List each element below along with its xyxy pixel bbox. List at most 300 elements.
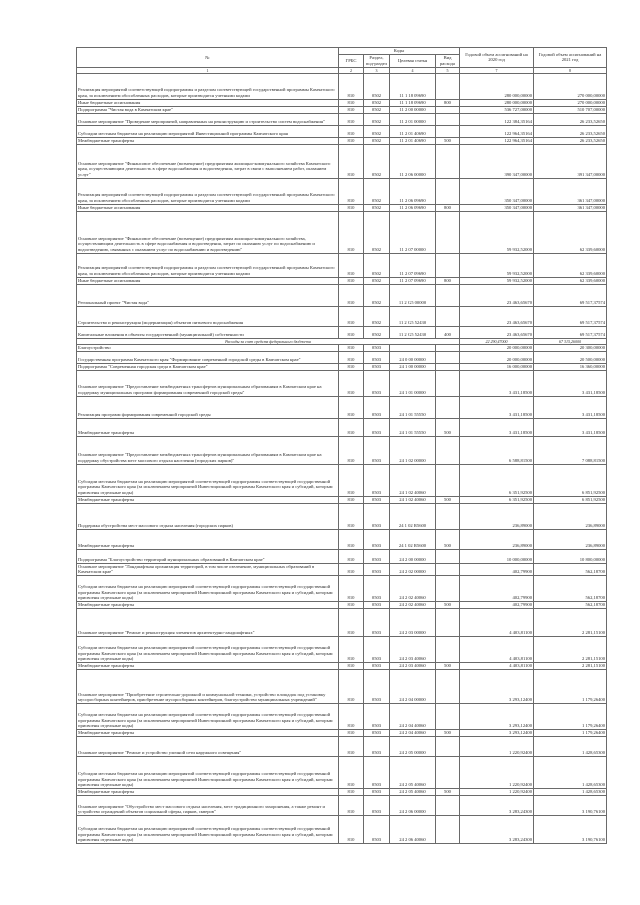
target-article-code (390, 344, 436, 351)
grbs-code: 810 (339, 396, 364, 418)
table-row (77, 788, 607, 795)
amount-2020: 4 403,81100 (460, 662, 534, 669)
amount-2021: 3 190,76100 (534, 795, 607, 815)
table-row (77, 326, 607, 338)
col-header-grbs: ГРБС (339, 54, 364, 67)
grbs-code: 810 (339, 351, 364, 363)
table-row (77, 137, 607, 144)
row-name: Субсидии местным бюджетам на реализацию мероприятий соответствующей подпрограммы соответствующей государственной программы Камчатского края (за исключением мероприятий Инвестиционной программы Камчатского края и субсидий, которым присвоены отдельные коды) (77, 636, 339, 662)
section-code: 0502 (364, 125, 390, 137)
section-code: 0502 (364, 277, 390, 284)
target-article-code: 11 2 01 40690 (390, 137, 436, 144)
amount-2020: 3 431,18500 (460, 418, 534, 436)
target-article-code: 11 2 01 40690 (390, 125, 436, 137)
expense-type-code (436, 178, 460, 204)
amount-2021: 562,18700 (534, 563, 607, 575)
row-name: Субсидии местным бюджетам на реализацию мероприятий соответствующей подпрограммы соответствующей государственной программы Камчатского края (за исключением мероприятий Инвестиционной программы Камчатского края и субсидий, которым присвоены отдельные коды) (77, 815, 339, 843)
section-code: 0503 (364, 503, 390, 529)
amount-2021: 26 233,52650 (534, 137, 607, 144)
amount-2021: 26 233,52650 (534, 125, 607, 137)
target-article-code: 24 2 02 40060 (390, 575, 436, 601)
section-code: 0502 (364, 113, 390, 125)
table-row (77, 396, 607, 418)
amount-2020: 350 347,00000 (460, 178, 534, 204)
target-article-code: 11 2 06 09690 (390, 178, 436, 204)
expense-type-code (436, 351, 460, 363)
amount-2021: 62 339,60000 (534, 253, 607, 277)
row-name: Подпрограмма "Благоустройство территорий муниципальных образований в Камчатском крае" (77, 549, 339, 563)
expense-type-code (436, 211, 460, 253)
row-name: Реализация программ формирования современной городской среды (77, 396, 339, 418)
amount-2021: 361 347,00000 (534, 204, 607, 211)
grbs-code: 810 (339, 662, 364, 669)
amount-2020: 6 351,92500 (460, 464, 534, 496)
table-row (77, 496, 607, 503)
grbs-code: 810 (339, 277, 364, 284)
target-article-code: 11 2 G5 52430 (390, 326, 436, 338)
target-article-code: 24 2 06 00000 (390, 795, 436, 815)
table-row (77, 306, 607, 326)
table-row (77, 662, 607, 669)
target-article-code: 24 1 00 00000 (390, 363, 436, 370)
amount-2020: 3 431,18500 (460, 370, 534, 396)
amount-2020: 236,89000 (460, 529, 534, 549)
target-article-code: 24 0 00 00000 (390, 351, 436, 363)
expense-type-code: 500 (436, 788, 460, 795)
grbs-code: 810 (339, 106, 364, 113)
row-name: Реализация мероприятий соответствующей подпрограммы и разделам соответствующей государственной программы Камчатского края, за исключением обособленных расходов, которые производятся учетными кодами (77, 253, 339, 277)
expense-type-code: 400 (436, 326, 460, 338)
table-row (77, 73, 607, 99)
amount-2020: 390 347,00000 (460, 144, 534, 178)
row-name: Субсидии местным бюджетам на реализацию мероприятий соответствующей подпрограммы соответствующей государственной программы Камчатского края (за исключением мероприятий Инвестиционной программы Камчатского края и субсидий, которым присвоены отдельные коды) (77, 756, 339, 788)
expense-type-code (436, 669, 460, 703)
amount-2020: 3 283,24300 (460, 795, 534, 815)
amount-2021: 20 500,00000 (534, 351, 607, 363)
amount-2020: 1 220,92400 (460, 736, 534, 756)
amount-2020: 6 588,81500 (460, 436, 534, 464)
amount-2021: 562,18700 (534, 575, 607, 601)
amount-2021: 1 428,65300 (534, 736, 607, 756)
section-code: 0502 (364, 306, 390, 326)
table-row (77, 736, 607, 756)
section-code: 0502 (364, 144, 390, 178)
col-header-vid: Вид расхода (436, 54, 460, 67)
target-article-code: 11 2 00 00000 (390, 106, 436, 113)
amount-2020: 4 403,81100 (460, 636, 534, 662)
table-row (77, 113, 607, 125)
target-article-code: 11 2 07 09690 (390, 253, 436, 277)
grbs-code: 810 (339, 636, 364, 662)
target-article-code: 11 2 01 00000 (390, 113, 436, 125)
expense-type-code: 500 (436, 729, 460, 736)
section-code: 0503 (364, 370, 390, 396)
amount-2021: 62 339,60000 (534, 277, 607, 284)
grbs-code: 810 (339, 326, 364, 338)
amount-2021: 270 000,00000 (534, 99, 607, 106)
section-code: 0503 (364, 795, 390, 815)
row-name: Основное мероприятие "Обустройство мест массового отдыха населения, мест традиционного захоронения, а также ремонт и устройство ограждений объектов социальной сферы, парков, скверов" (77, 795, 339, 815)
row-name: Субсидии местным бюджетам на реализацию мероприятий соответствующей подпрограммы соответствующей государственной программы Камчатского края (за исключением мероприятий Инвестиционной программы Камчатского края и субсидий, которым присвоены отдельные коды) (77, 464, 339, 496)
target-article-code: 24 2 02 00000 (390, 563, 436, 575)
amount-2020: 16 000,00000 (460, 363, 534, 370)
target-article-code: 24 2 02 40060 (390, 601, 436, 608)
grbs-code: 810 (339, 575, 364, 601)
amount-2021: 361 347,00000 (534, 178, 607, 204)
amount-2021: 1 428,65300 (534, 756, 607, 788)
amount-2021: 391 347,00000 (534, 144, 607, 178)
row-name: Поддержка обустройства мест массового отдыха населения (городских парков) (77, 503, 339, 529)
grbs-code: 810 (339, 756, 364, 788)
table-row (77, 211, 607, 253)
section-code: 0503 (364, 788, 390, 795)
column-index-cell: 8 (534, 67, 607, 73)
expense-type-code: 800 (436, 204, 460, 211)
table-row (77, 503, 607, 529)
col-header-2020: Годовой объем ассигнований на 2020 год (460, 48, 534, 68)
table-row (77, 363, 607, 370)
section-code: 0503 (364, 815, 390, 843)
row-name: Иные бюджетные ассигнования (77, 277, 339, 284)
expense-type-code: 500 (436, 137, 460, 144)
grbs-code: 810 (339, 795, 364, 815)
expense-type-code (436, 608, 460, 636)
table-row (77, 549, 607, 563)
column-index-cell: 3 (364, 67, 390, 73)
grbs-code: 810 (339, 503, 364, 529)
row-name: Межбюджетные трансферты (77, 601, 339, 608)
grbs-code: 810 (339, 363, 364, 370)
expense-type-code (436, 636, 460, 662)
expense-type-code (436, 396, 460, 418)
target-article-code: 24 1 02 R5600 (390, 503, 436, 529)
amount-2020: 59 932,52000 (460, 277, 534, 284)
target-article-code: 11 1 18 09690 (390, 99, 436, 106)
section-code: 0503 (364, 436, 390, 464)
table-row (77, 253, 607, 277)
budget-table (76, 47, 607, 844)
amount-2020: 23 463,65670 (460, 284, 534, 306)
grbs-code: 810 (339, 125, 364, 137)
table-row (77, 204, 607, 211)
column-index-cell: 2 (339, 67, 364, 73)
grbs-code: 810 (339, 464, 364, 496)
amount-2020: 350 347,00000 (460, 204, 534, 211)
section-code: 0503 (364, 464, 390, 496)
expense-type-code (436, 284, 460, 306)
amount-2021: 1 428,65300 (534, 788, 607, 795)
column-index-cell: 7 (460, 67, 534, 73)
expense-type-code: 800 (436, 99, 460, 106)
row-name: Межбюджетные трансферты (77, 137, 339, 144)
table-row (77, 125, 607, 137)
row-name: Подпрограмма "Чистая вода в Камчатском крае" (77, 106, 339, 113)
amount-2021: 7 088,81500 (534, 436, 607, 464)
column-index-cell: 1 (77, 67, 339, 73)
expense-type-code (436, 503, 460, 529)
target-article-code: 24 2 05 40060 (390, 788, 436, 795)
section-code: 0503 (364, 669, 390, 703)
grbs-code: 810 (339, 529, 364, 549)
section-code: 0503 (364, 662, 390, 669)
row-name: Капитальные вложения в объекты государственной (муниципальной) собственности (77, 326, 339, 338)
amount-2021: 3 431,18500 (534, 370, 607, 396)
row-name: Реализация мероприятий соответствующей подпрограммы и разделам соответствующей государственной программы Камчатского края, за исключением обособленных расходов, которые производятся учетными кодами (77, 73, 339, 99)
expense-type-code (436, 549, 460, 563)
target-article-code: 11 2 07 00000 (390, 211, 436, 253)
row-name: Основное мероприятие "Предоставление межбюджетных трансфертов муниципальным образованиям в Камчатском крае на поддержку обустройства мест массового отдыха населения (городских парков)" (77, 436, 339, 464)
amount-2021: 2 281,15100 (534, 662, 607, 669)
amount-2021: 16 360,00000 (534, 363, 607, 370)
amount-2021: 26 233,52650 (534, 113, 607, 125)
amount-2021: 1 179,26400 (534, 729, 607, 736)
grbs-code: 810 (339, 370, 364, 396)
section-code: 0502 (364, 253, 390, 277)
target-article-code: 24 1 02 40060 (390, 496, 436, 503)
table-row (77, 99, 607, 106)
row-name: Межбюджетные трансферты (77, 729, 339, 736)
target-article-code: 11 2 07 09690 (390, 277, 436, 284)
col-header-target: Целевая статья (390, 54, 436, 67)
table-row (77, 756, 607, 788)
table-row (77, 563, 607, 575)
amount-2021: 69 517,37574 (534, 284, 607, 306)
amount-2021: 3 431,18500 (534, 418, 607, 436)
section-code: 0503 (364, 351, 390, 363)
target-article-code: 24 1 01 00000 (390, 370, 436, 396)
table-row (77, 178, 607, 204)
grbs-code: 810 (339, 73, 364, 99)
section-code: 0503 (364, 549, 390, 563)
table-row (77, 601, 607, 608)
expense-type-code (436, 113, 460, 125)
column-index-cell: 5 (436, 67, 460, 73)
expense-type-code (436, 464, 460, 496)
expense-type-code: 800 (436, 277, 460, 284)
section-code: 0503 (364, 736, 390, 756)
col-header-no: № (77, 48, 339, 68)
section-code: 0503 (364, 601, 390, 608)
target-article-code: 11 2 06 00000 (390, 144, 436, 178)
amount-2020: 1 220,92400 (460, 756, 534, 788)
amount-2021: 1 179,26400 (534, 669, 607, 703)
section-code: 0503 (364, 575, 390, 601)
target-article-code: 24 2 00 00000 (390, 549, 436, 563)
expense-type-code (436, 125, 460, 137)
section-code: 0502 (364, 99, 390, 106)
section-code: 0502 (364, 106, 390, 113)
column-index-cell: 4 (390, 67, 436, 73)
grbs-code: 810 (339, 178, 364, 204)
amount-2020: 122 384,35164 (460, 113, 534, 125)
row-name: Основное мероприятие "Предоставление межбюджетных трансфертов муниципальным образованиям в Камчатском крае на поддержку муниципальных программ формирования современной городской среды" (77, 370, 339, 396)
grbs-code: 810 (339, 436, 364, 464)
expense-type-code: 500 (436, 496, 460, 503)
row-name: Государственная программа Камчатского края "Формирование современной городской среды в Камчатском крае" (77, 351, 339, 363)
amount-2020: 22 290,47000 (460, 338, 534, 344)
expense-type-code: 500 (436, 601, 460, 608)
amount-2020: 3 293,12400 (460, 729, 534, 736)
section-code: 0502 (364, 204, 390, 211)
target-article-code: 11 2 G5 52430 (390, 306, 436, 326)
target-article-code: 11 2 06 09690 (390, 204, 436, 211)
amount-2021: 62 339,60000 (534, 211, 607, 253)
amount-2020: 122 964,35164 (460, 125, 534, 137)
amount-2021: 2 281,15100 (534, 636, 607, 662)
table-row (77, 729, 607, 736)
grbs-code: 810 (339, 496, 364, 503)
table-row (77, 351, 607, 363)
section-code: 0503 (364, 496, 390, 503)
amount-2020: 3 283,24300 (460, 815, 534, 843)
target-article-code: 24 2 04 00000 (390, 669, 436, 703)
row-name: Межбюджетные трансферты (77, 788, 339, 795)
expense-type-code (436, 756, 460, 788)
expense-type-code (436, 73, 460, 99)
section-code: 0503 (364, 703, 390, 729)
section-code: 0503 (364, 608, 390, 636)
amount-2020: 20 000,00000 (460, 351, 534, 363)
expense-type-code: 500 (436, 662, 460, 669)
expense-type-code (436, 736, 460, 756)
row-name: Подпрограмма "Современная городская среда в Камчатском крае" (77, 363, 339, 370)
section-code: 0503 (364, 363, 390, 370)
expense-type-code (436, 144, 460, 178)
amount-2020: 536 727,00000 (460, 106, 534, 113)
amount-2020: 122 964,35164 (460, 137, 534, 144)
grbs-code: 810 (339, 99, 364, 106)
target-article-code: 11 1 18 09690 (390, 73, 436, 99)
grbs-code: 810 (339, 253, 364, 277)
expense-type-code (436, 370, 460, 396)
row-name: Субсидии местным бюджетам на реализацию мероприятий соответствующей подпрограммы соответствующей государственной программы Камчатского края (за исключением мероприятий Инвестиционной программы Камчатского края и субсидий, которым присвоены отдельные коды) (77, 703, 339, 729)
grbs-code: 810 (339, 137, 364, 144)
row-name: Субсидии местным бюджетам на реализацию мероприятий соответствующей подпрограммы соответствующей государственной программы Камчатского края (за исключением мероприятий Инвестиционной программы Камчатского края и субсидий, которым присвоены отдельные коды) (77, 575, 339, 601)
expense-type-code (436, 703, 460, 729)
row-name: Строительство и реконструкция (модернизация) объектов питьевого водоснабжения (77, 306, 339, 326)
target-article-code: 24 2 03 00000 (390, 608, 436, 636)
amount-2020: 402,79900 (460, 563, 534, 575)
amount-2021: 6 851,92500 (534, 464, 607, 496)
header-row-1 (77, 48, 607, 55)
row-name: Субсидии местным бюджетам на реализацию мероприятий Инвестиционной программы Камчатского края (77, 125, 339, 137)
table-row (77, 575, 607, 601)
target-article-code: 11 2 G5 00000 (390, 284, 436, 306)
section-code: 0503 (364, 563, 390, 575)
grbs-code: 810 (339, 284, 364, 306)
grbs-code: 810 (339, 306, 364, 326)
table-row (77, 284, 607, 306)
grbs-code: 810 (339, 549, 364, 563)
table-row (77, 106, 607, 113)
target-article-code: 24 1 01 55550 (390, 418, 436, 436)
amount-2020: 280 000,00000 (460, 99, 534, 106)
budget-table-body (77, 67, 607, 843)
table-row (77, 464, 607, 496)
table-row (77, 703, 607, 729)
section-code: 0503 (364, 344, 390, 351)
amount-2020: 236,89000 (460, 503, 534, 529)
row-name: Межбюджетные трансферты (77, 529, 339, 549)
grbs-code: 810 (339, 736, 364, 756)
expense-type-code (436, 344, 460, 351)
table-row (77, 344, 607, 351)
amount-2021: 510 707,00000 (534, 106, 607, 113)
amount-2021: 6 851,92500 (534, 496, 607, 503)
expense-type-code (436, 436, 460, 464)
grbs-code: 810 (339, 211, 364, 253)
amount-2021: 3 190,76100 (534, 815, 607, 843)
amount-2021: 20 300,00000 (534, 344, 607, 351)
amount-2021: 236,89000 (534, 529, 607, 549)
target-article-code: 24 2 05 40060 (390, 756, 436, 788)
section-code: 0503 (364, 636, 390, 662)
row-name: Иные бюджетные ассигнования (77, 99, 339, 106)
section-code: 0503 (364, 756, 390, 788)
section-code: 0502 (364, 211, 390, 253)
amount-2021: 10 800,00000 (534, 549, 607, 563)
table-row (77, 277, 607, 284)
row-name: Межбюджетные трансферты (77, 418, 339, 436)
grbs-code: 810 (339, 815, 364, 843)
table-row (77, 795, 607, 815)
amount-2021: 2 281,15100 (534, 608, 607, 636)
target-article-code: 24 1 02 R5600 (390, 529, 436, 549)
amount-2020: 59 932,52000 (460, 211, 534, 253)
grbs-code: 810 (339, 418, 364, 436)
target-article-code: 24 2 04 40060 (390, 729, 436, 736)
amount-2020: 23 463,65670 (460, 326, 534, 338)
expense-type-code (436, 815, 460, 843)
amount-2020: 3 293,12400 (460, 669, 534, 703)
amount-2021: 562,18700 (534, 601, 607, 608)
row-name: Основное мероприятие "Ремонт и устройство уличной сети наружного освещения" (77, 736, 339, 756)
grbs-code: 810 (339, 703, 364, 729)
grbs-code: 810 (339, 344, 364, 351)
expense-type-code (436, 563, 460, 575)
table-row (77, 436, 607, 464)
target-article-code: 24 2 06 40060 (390, 815, 436, 843)
amount-2020: 20 000,00000 (460, 344, 534, 351)
row-name: Иные бюджетные ассигнования (77, 204, 339, 211)
grbs-code: 810 (339, 144, 364, 178)
section-code: 0503 (364, 529, 390, 549)
expense-type-code (436, 306, 460, 326)
section-code: 0503 (364, 396, 390, 418)
amount-2020: 1 220,92400 (460, 788, 534, 795)
target-article-code: 24 1 02 00000 (390, 436, 436, 464)
expense-type-code (436, 253, 460, 277)
section-code: 0502 (364, 137, 390, 144)
section-code: 0502 (364, 326, 390, 338)
section-code: 0502 (364, 178, 390, 204)
target-article-code: 24 2 03 40060 (390, 662, 436, 669)
amount-2020: 402,79900 (460, 575, 534, 601)
amount-2020: 3 293,12400 (460, 703, 534, 729)
row-name: Региональный проект "Чистая вода" (77, 284, 339, 306)
target-article-code: 24 2 05 00000 (390, 736, 436, 756)
section-code: 0502 (364, 284, 390, 306)
table-row (77, 608, 607, 636)
amount-2020: 23 463,65670 (460, 306, 534, 326)
grbs-code: 810 (339, 608, 364, 636)
expense-type-code (436, 795, 460, 815)
table-row (77, 529, 607, 549)
grbs-code: 810 (339, 113, 364, 125)
table-row (77, 418, 607, 436)
grbs-code: 810 (339, 563, 364, 575)
table-row (77, 669, 607, 703)
